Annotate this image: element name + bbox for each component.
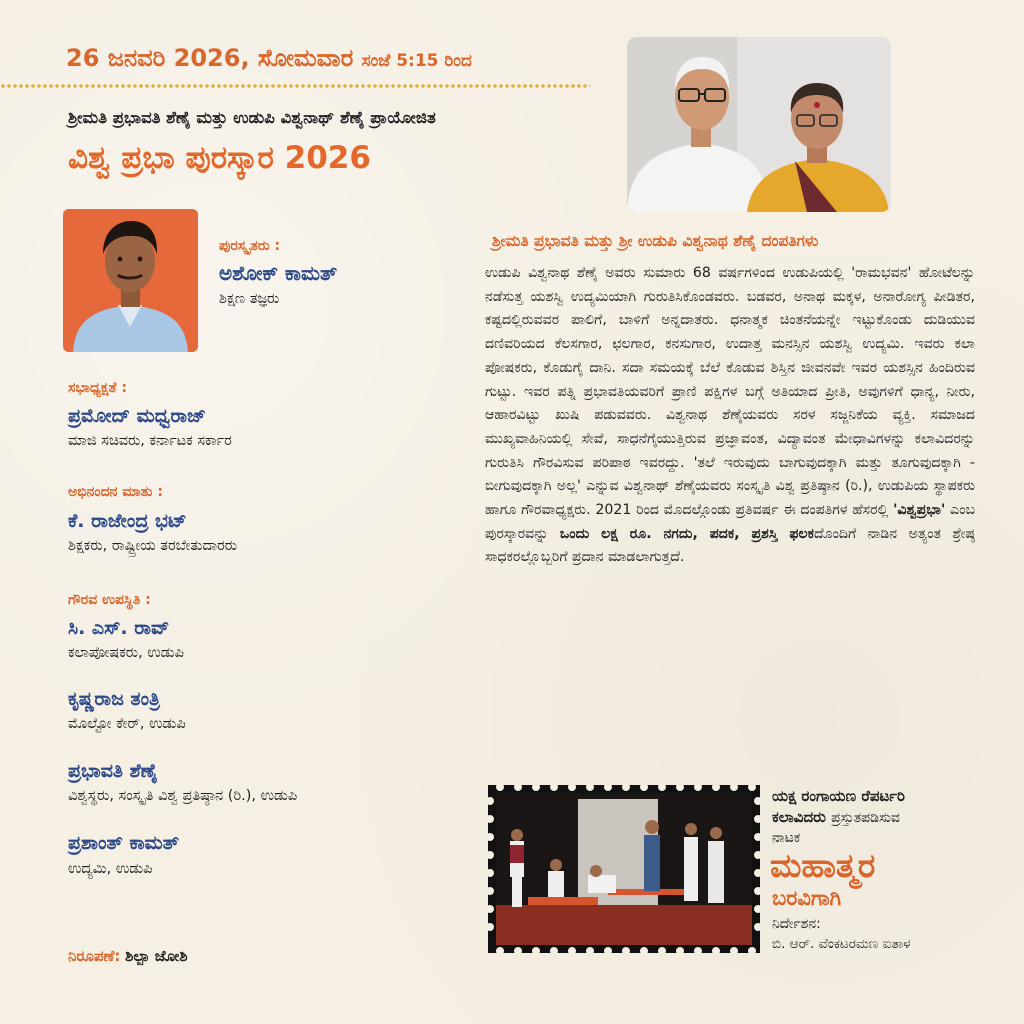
event-time: ಸಂಜೆ 5:15 ರಿಂದ <box>361 51 472 71</box>
honor3-name: ಪ್ರಭಾವತಿ ಶೆಣೈ <box>68 760 158 782</box>
director-label: ನಿರ್ದೇಶನ: <box>772 916 821 932</box>
honor2-name: ಕೃಷ್ಣರಾಜ ತಂತ್ರಿ <box>68 688 160 710</box>
honor-label: ಗೌರವ ಉಪಸ್ಥಿತಿ : <box>68 592 151 608</box>
anchor-label: ನಿರೂಪಣೆ: <box>68 947 121 965</box>
drama-type: ನಾಟಕ <box>772 830 801 846</box>
speech-label: ಅಭಿನಂದನ ಮಾತು : <box>68 484 163 500</box>
bio-prize: ಒಂದು ಲಕ್ಷ ರೂ. ನಗದು, ಪದಕ, ಪ್ರಶಸ್ತಿ ಫಲಕ <box>559 525 814 542</box>
honor3-desc: ವಿಶ್ವಸ್ಥರು, ಸಂಸ್ಕೃತಿ ವಿಶ್ವ ಪ್ರತಿಷ್ಠಾನ (ರಿ.), ಉಡುಪಿ <box>68 788 298 804</box>
chair-desc: ಮಾಜಿ ಸಚಿವರು, ಕರ್ನಾಟಕ ಸರ್ಕಾರ <box>68 433 232 449</box>
honoree-label: ಪುರಸ್ಕೃತರು : <box>219 238 281 254</box>
honor2-desc: ಮೊಲ್ಟೋ ಕೇರ್, ಉಡುಪಿ <box>68 716 186 732</box>
speech-desc: ಶಿಕ್ಷಕರು, ರಾಷ್ಟ್ರೀಯ ತರಬೇತುದಾರರು <box>68 538 238 554</box>
drama-troupe: ಯಕ್ಷ ರಂಗಾಯಣ ರೆಪರ್ಟರಿ <box>772 787 905 805</box>
sponsor-line: ಶ್ರೀಮತಿ ಪ್ರಭಾವತಿ ಶೆಣೈ ಮತ್ತು ಉಡುಪಿ ವಿಶ್ವನಾಥ್ ಶೆಣೈ ಪ್ರಾಯೋಜಿತ <box>68 108 436 127</box>
chair-name: ಪ್ರಮೋದ್ ಮಧ್ವರಾಜ್ <box>68 405 207 427</box>
honoree-desc: ಶಿಕ್ಷಣ ತಜ್ಞರು <box>219 291 280 307</box>
honor4-desc: ಉದ್ಯಮಿ, ಉಡುಪಿ <box>68 861 153 877</box>
couple-photo <box>627 37 891 212</box>
couple-heading: ಶ್ರೀಮತಿ ಪ್ರಭಾವತಿ ಮತ್ತು ಶ್ರೀ ಉಡುಪಿ ವಿಶ್ವನಾಥ ಶೆಣೈ ದಂಪತಿಗಳು <box>492 232 819 250</box>
drama-presenters <box>772 808 900 826</box>
anchor-name: ಶಿಲ್ಪಾ ಜೋಶಿ <box>125 947 188 965</box>
honor1-desc: ಕಲಾಪೋಷಕರು, ಉಡುಪಿ <box>68 645 184 661</box>
bio-award-name: 'ವಿಶ್ವಪ್ರಭಾ' <box>893 502 946 519</box>
anchor-line <box>68 947 188 965</box>
event-date: 26 ಜನವರಿ 2026, ಸೋಮವಾರ ಸಂಜೆ 5:15 ರಿಂದ <box>66 44 472 72</box>
bio-text-2: ಎಂಬ ಪುರಸ್ಕಾರವನ್ನು <box>485 502 975 542</box>
bio-text: ಉಡುಪಿ ವಿಶ್ವನಾಥ ಶೆಣೈ ಅವರು ಸುಮಾರು 68 ವರ್ಷಗಳಿಂದ ಉಡುಪಿಯಲ್ಲಿ 'ರಾಮಭವನ' ಹೋಟೆಲನ್ನು ನಡೆಸುತ್ತ ಯಶಸ್ವಿ ಉದ್ಯಮಿಯಾಗಿ ಗುರುತಿಸಿಕೊಂಡವರು. ಬಡವರ, ಅನಾಥ ಮಕ್ಕಳ, ಅನಾರೋಗ್ಯ ಪೀಡಿತರ, ಕಷ್ಟದಲ್ಲಿರುವವರ ಪಾಲಿಗೆ, ಬಾಳಿಗೆ ಅನ್ನದಾತರು. ಧನಾತ್ಮಕ ಚಿಂತನೆಯನ್ನೇ ಇಟ್ಟುಕೊಂಡು ದುಡಿಯುವ ದಣಿವರಿಯದ ಕೆಲಸಗಾರ, ಛಲಗಾರ, ಕನಸುಗಾರ, ಉದಾತ್ತ ಮನಸ್ಸಿನ ಯಶಸ್ವಿ ಉದ್ಯಮಿ. ಇವರು ಕಲಾ ಪೋಷಕರು, ಕೊಡುಗೈ ದಾನಿ. ಸದಾ ಸಮಯಕ್ಕೆ ಬೆಲೆ ಕೊಡುವ ಶಿಸ್ತಿನ ಜೀವನವೇ ಇವರ ಯಶಸ್ಸಿನ ಹಿಂದಿರುವ ಗುಟ್ಟು. ಇವರ ಪತ್ನಿ ಪ್ರಭಾವತಿಯವರಿಗೆ ಪ್ರಾಣಿ ಪಕ್ಷಿಗಳ ಬಗ್ಗೆ ಅತಿಯಾದ ಪ್ರೀತಿ, ಅವುಗಳಿಗೆ ಧಾನ್ಯ, ನೀರು, ಆಹಾರವಿಟ್ಟು ಖುಷಿ ಪಡುವವರು. ವಿಶ್ವನಾಥ ಶೆಣೈಯವರು ಸರಳ ಸಜ್ಜನಿಕೆಯ ವ್ಯಕ್ತಿ. ಸಮಾಜದ ಮುಖ್ಯವಾಹಿನಿಯಲ್ಲಿ ಸೇವೆ, ಸಾಧನೆಗೈಯುತ್ತಿರುವ ಪ್ರಜ್ಞಾವಂತ, ವಿದ್ಯಾವಂತ ಮೇಧಾವಿಗಳನ್ನು ಕಲಾವಿದರನ್ನು ಗುರುತಿಸಿ ಗೌರವಿಸುವ ಪರಿಪಾಠ ಇವರದ್ದು. 'ತಲೆ ಇರುವುದು ಬಾಗುವುದಕ್ಕಾಗಿ ಮತ್ತು ತೂಗುವುದಕ್ಕಾಗಿ - ಬೀಗುವುದಕ್ಕಾಗಿ ಅಲ್ಲ' ಎನ್ನುವ ವಿಶ್ವನಾಥ್ ಶೆಣೈಯವರು ಸಂಸ್ಕೃತಿ ವಿಶ್ವ ಪ್ರತಿಷ್ಠಾನ (ರಿ.), ಉಡುಪಿಯ ಸ್ಥಾಪಕರು ಹಾಗೂ ಗೌರವಾಧ್ಯಕ್ಷರು. 2021 ರಿಂದ ಮೊದಲ್ಗೊಂಡು ಪ್ರತಿವರ್ಷ ಈ ದಂಪತಿಗಳ ಹೆಸರಲ್ಲಿ <box>485 265 975 519</box>
director-name: ಬಿ. ಆರ್. ವೆಂಕಟರಮಣ ಐತಾಳ <box>772 936 911 952</box>
honor1-name: ಸಿ. ಎಸ್. ರಾವ್ <box>68 617 170 639</box>
drama-title: ಮಹಾತ್ಮರ <box>770 846 876 885</box>
drama-presenting: ಪ್ರಸ್ತುತಪಡಿಸುವ <box>831 810 900 826</box>
couple-bio <box>485 262 975 570</box>
bio-text-3: ದೊಂದಿಗೆ ನಾಡಿನ ಅತ್ಯಂತ ಶ್ರೇಷ್ಠ ಸಾಧಕರಲ್ಲೊಬ್ಬರಿಗೆ ಪ್ರದಾನ ಮಾಡಲಾಗುತ್ತದೆ. <box>485 525 975 566</box>
drama-title-2: ಬರವಿಗಾಗಿ <box>772 886 842 910</box>
honoree-name: ಅಶೋಕ್ ಕಾಮತ್ <box>219 261 338 285</box>
honoree-photo <box>63 209 198 352</box>
drama-artists: ಕಲಾವಿದರು <box>772 808 826 826</box>
drama-photo <box>488 785 760 953</box>
dotted-divider <box>0 84 590 88</box>
award-title: ವಿಶ್ವ ಪ್ರಭಾ ಪುರಸ್ಕಾರ 2026 <box>68 140 371 176</box>
honor4-name: ಪ್ರಶಾಂತ್ ಕಾಮತ್ <box>68 832 179 854</box>
speech-name: ಕೆ. ರಾಜೇಂದ್ರ ಭಟ್ <box>68 510 187 532</box>
chair-label: ಸಭಾಧ್ಯಕ್ಷತೆ : <box>68 380 127 396</box>
